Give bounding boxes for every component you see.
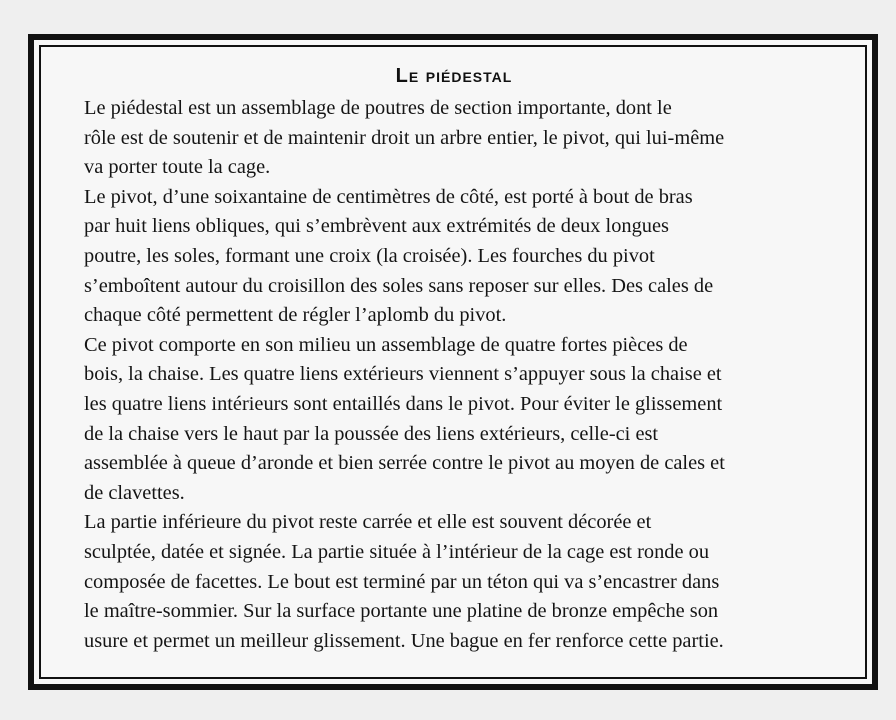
- paragraph-line: usure et permet un meilleur glissement. Une bague en fer renforce cette partie.: [84, 629, 724, 652]
- paragraph-line: Ce pivot comporte en son milieu un assemblage de quatre fortes pièces de: [84, 333, 688, 356]
- paragraph-line: les quatre liens intérieurs sont entaillés dans le pivot. Pour éviter le glissement: [84, 392, 723, 415]
- paragraph-line: de la chaise vers le haut par la poussée des liens extérieurs, celle-ci est: [84, 422, 659, 445]
- paragraph-line: La partie inférieure du pivot reste carrée et elle est souvent décorée et: [84, 511, 652, 534]
- paragraph-line: chaque côté permettent de régler l’aplomb du pivot.: [84, 304, 507, 327]
- paragraph-line: bois, la chaise. Les quatre liens extérieurs viennent s’appuyer sous la chaise et: [84, 363, 722, 386]
- paragraph-line: composée de facettes. Le bout est terminé par un téton qui va s’encastrer dans: [84, 570, 720, 593]
- paragraph-line: s’emboîtent autour du croisillon des soles sans reposer sur elles. Des cales de: [84, 274, 714, 297]
- paragraph-4: [59, 508, 849, 656]
- paragraph-line: Le pivot, d’une soixantaine de centimètres de côté, est porté à bout de bras: [84, 185, 693, 208]
- paragraph-line: va porter toute la cage.: [84, 156, 271, 179]
- document-panel-border: [28, 34, 878, 690]
- paragraph-line: rôle est de soutenir et de maintenir droit un arbre entier, le pivot, qui lui-même: [84, 126, 725, 149]
- paragraph-3: [59, 331, 849, 509]
- paragraph-1: [59, 94, 849, 183]
- document-title: Le piédestal: [395, 65, 513, 87]
- paragraph-line: sculptée, datée et signée. La partie située à l’intérieur de la cage est ronde ou: [84, 540, 710, 563]
- paragraph-line: Le piédestal est un assemblage de poutres de section importante, dont le: [84, 97, 672, 119]
- paragraph-line: le maître-sommier. Sur la surface portante une platine de bronze empêche son: [84, 600, 719, 623]
- paragraph-line: par huit liens obliques, qui s’embrèvent aux extrémités de deux longues: [84, 215, 669, 238]
- paragraph-line: assemblée à queue d’aronde et bien serrée contre le pivot au moyen de cales et: [84, 452, 725, 475]
- paragraph-2: [59, 183, 849, 331]
- document-panel: [39, 45, 867, 679]
- paragraph-line: poutre, les soles, formant une croix (la croisée). Les fourches du pivot: [84, 244, 655, 267]
- paragraph-line: de clavettes.: [84, 481, 185, 504]
